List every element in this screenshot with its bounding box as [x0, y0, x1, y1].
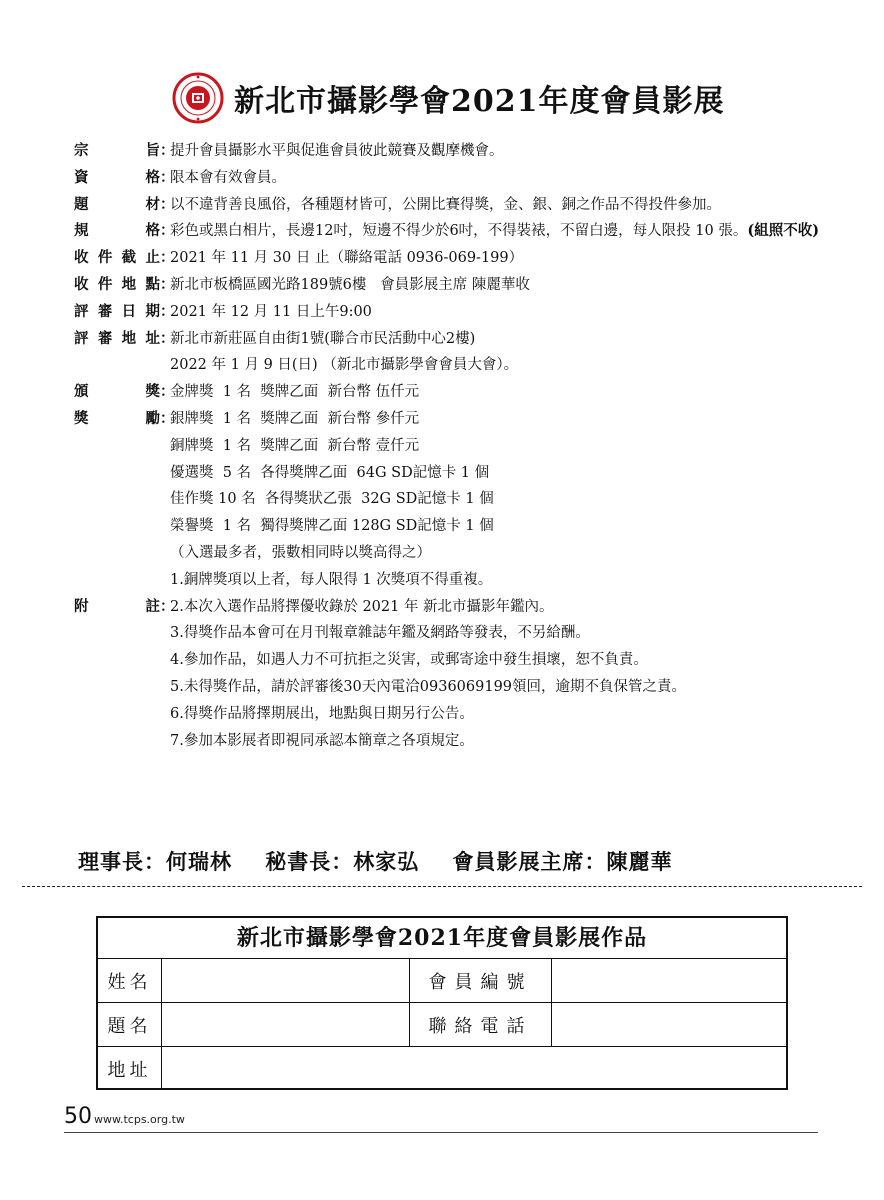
rule-colon: ：: [160, 222, 175, 240]
rule-value-text: 2.本次入選作品將擇優收錄於 2021 年 新北市攝影年鑑內。: [170, 598, 554, 615]
society-seal-logo-icon: [172, 72, 224, 124]
member-no-field[interactable]: [552, 959, 786, 1002]
entry-row-title: [98, 1003, 786, 1047]
rule-row: [74, 165, 834, 192]
rule-value-text: 優選獎 5 名 各得獎牌乙面 64G SD記憶卡 1 個: [170, 464, 490, 481]
rule-value-text: （入選最多者，張數相同時以獎高得之）: [170, 544, 431, 561]
address-field[interactable]: [162, 1047, 786, 1090]
page-title: 新北市攝影學會2021年度會員影展: [234, 84, 725, 119]
rule-colon: ：: [160, 249, 175, 267]
rule-label: [74, 594, 175, 621]
rule-colon: ：: [160, 168, 175, 186]
page-footer: [64, 1104, 185, 1129]
rule-value-text: 6.得獎作品將擇期展出，地點與日期另行公告。: [170, 705, 474, 722]
rule-value-text: 提升會員攝影水平與促進會員彼此競賽及觀摩機會。: [170, 143, 504, 159]
rule-row: [74, 701, 834, 728]
rule-row: [74, 513, 834, 540]
rule-row: [74, 460, 834, 487]
work-title-label: 題名: [98, 1003, 162, 1046]
rule-label: [74, 728, 170, 755]
rule-label-text: 收 件 地 點: [74, 275, 160, 293]
rule-colon: ：: [160, 302, 175, 320]
rule-row: [74, 138, 834, 165]
rule-row: [74, 379, 834, 406]
work-title-field[interactable]: [162, 1003, 410, 1046]
rule-value-text: 5.未得獎作品，請於評審後30天內電洽0936069199領回，逾期不負保管之責。: [170, 678, 687, 695]
rule-row: [74, 594, 834, 621]
rule-value: [170, 620, 834, 647]
rule-label: [74, 567, 170, 594]
rule-label: [74, 486, 170, 513]
rule-value-text: 新北市板橋區國光路189號6樓 會員影展主席 陳麗華收: [170, 276, 530, 293]
rule-value-text: 佳作獎 10 名 各得獎狀乙張 32G SD記憶卡 1 個: [170, 491, 494, 508]
rule-value-text: 銅牌獎 1 名 獎牌乙面 新台幣 壹仟元: [170, 437, 420, 454]
rule-label-text: 評 審 日 期: [74, 302, 160, 320]
entry-form: [96, 916, 788, 1090]
rule-row: [74, 326, 834, 353]
rule-value: [170, 138, 834, 165]
rule-value-text: 金牌獎 1 名 獎牌乙面 新台幣 伍仟元: [170, 384, 420, 401]
rule-label: [74, 433, 170, 460]
rules-list: [74, 138, 834, 754]
rule-row: [74, 299, 834, 326]
rule-colon: ：: [160, 383, 175, 401]
rule-colon: ：: [160, 275, 175, 293]
rule-row: [74, 218, 834, 245]
rule-value: [170, 379, 834, 406]
rule-value-text: 新北市新莊區自由街1號(聯合市民活動中心2樓): [170, 330, 476, 347]
rule-label: [74, 245, 175, 272]
rule-row: [74, 406, 834, 433]
rule-label-text: 附 註: [74, 597, 160, 615]
rule-label: [74, 406, 175, 433]
page-header: [172, 72, 725, 124]
contact-phone-label: 聯絡電話: [410, 1003, 552, 1046]
rule-value: [170, 701, 834, 728]
rule-label: [74, 674, 170, 701]
rule-value: [170, 165, 834, 192]
rule-value: [170, 192, 834, 219]
rule-label: [74, 460, 170, 487]
rule-label: [74, 218, 175, 245]
rule-label: [74, 138, 175, 165]
rule-label: [74, 513, 170, 540]
contact-phone-field[interactable]: [552, 1003, 786, 1046]
rule-label: [74, 379, 175, 406]
rule-value: [170, 513, 834, 540]
rule-label-text: 收 件 截 止: [74, 249, 160, 267]
rule-label: [74, 701, 170, 728]
rule-value-text: 榮譽獎 1 名 獨得獎牌乙面 128G SD記憶卡 1 個: [170, 518, 494, 535]
rule-value: [170, 540, 834, 567]
rule-label: [74, 352, 170, 379]
website-link[interactable]: www.tcps.org.tw: [94, 1113, 185, 1126]
rule-value-text: 3.得獎作品本會可在月刊報章雜誌年鑑及網路等發表，不另給酬。: [170, 625, 590, 642]
address-label: 地址: [98, 1047, 162, 1090]
rule-value: [170, 460, 834, 487]
rule-label: [74, 165, 175, 192]
rule-label: [74, 647, 170, 674]
rule-value: [170, 406, 834, 433]
rule-value-text: 2021 年 12 月 11 日上午9:00: [170, 303, 372, 320]
entry-row-name: [98, 959, 786, 1003]
rule-row: [74, 433, 834, 460]
rule-value-text: 以不違背善良風俗，各種題材皆可，公開比賽得獎，金、銀、銅之作品不得投件參加。: [170, 196, 721, 213]
name-label: 姓名: [98, 959, 162, 1002]
member-no-label: 會員編號: [410, 959, 552, 1002]
rule-row: [74, 674, 834, 701]
rule-row: [74, 272, 834, 299]
rule-label-text: 宗 旨: [74, 142, 160, 159]
rule-value-text: 4.參加作品，如遇人力不可抗拒之災害，或郵寄途中發生損壞，恕不負責。: [170, 652, 648, 669]
rule-value-text: 限本會有效會員。: [170, 169, 286, 186]
rule-label: [74, 540, 170, 567]
footer-rule: [64, 1132, 818, 1133]
rule-colon: ：: [160, 597, 175, 615]
rule-value: [170, 245, 834, 272]
rule-colon: ：: [160, 195, 175, 213]
rule-value: [170, 567, 834, 594]
rule-row: [74, 647, 834, 674]
rule-value-text: 2022 年 1 月 9 日(日) （新北市攝影學會會員大會）。: [170, 357, 519, 374]
rule-label-text: 評 審 地 址: [74, 329, 160, 347]
rule-row: [74, 352, 834, 379]
rule-value: [170, 218, 834, 245]
rule-colon: ：: [160, 142, 175, 159]
rule-value: [170, 299, 834, 326]
rule-value: [170, 594, 834, 621]
rule-value: [170, 674, 834, 701]
rule-label-text: 資 格: [74, 168, 160, 186]
rule-row: [74, 728, 834, 755]
rule-value: [170, 433, 834, 460]
rule-value: [170, 272, 834, 299]
rule-value-text: 1.銅牌獎項以上者，每人限得 1 次獎項不得重複。: [170, 571, 493, 588]
rule-value-text: 彩色或黑白相片，長邊12吋，短邊不得少於6吋，不得裝裱，不留白邊，每人限投 10 張。: [170, 223, 748, 240]
rule-colon: ：: [160, 329, 175, 347]
rule-label: [74, 192, 175, 219]
page-number: 50: [64, 1104, 92, 1129]
rule-value-bold: (組照不收): [747, 222, 820, 240]
rule-value: [170, 326, 834, 353]
rule-value: [170, 728, 834, 755]
rule-value: [170, 486, 834, 513]
rule-label: [74, 299, 175, 326]
rule-value-text: 2021 年 11 月 30 日 止（聯絡電話 0936-069-199）: [170, 250, 524, 267]
rule-label-text: 題 材: [74, 195, 160, 213]
entry-form-title: 新北市攝影學會2021年度會員影展作品: [98, 918, 786, 959]
rule-label: [74, 272, 175, 299]
rule-value: [170, 352, 834, 379]
entry-row-address: [98, 1047, 786, 1090]
rule-label-text: 頒 獎: [74, 383, 160, 401]
cut-line: [22, 886, 862, 887]
rule-row: [74, 192, 834, 219]
rule-label-text: 獎 勵: [74, 409, 160, 427]
rule-value-text: 7.參加本影展者即視同承認本簡章之各項規定。: [170, 732, 474, 749]
rule-colon: ：: [160, 409, 175, 427]
rule-row: [74, 245, 834, 272]
rule-value-text: 銀牌獎 1 名 獎牌乙面 新台幣 參仟元: [170, 410, 420, 427]
rule-row: [74, 567, 834, 594]
rule-row: [74, 540, 834, 567]
rule-label-text: 規 格: [74, 222, 160, 240]
rule-value: [170, 647, 834, 674]
name-field[interactable]: [162, 959, 410, 1002]
rule-label: [74, 326, 175, 353]
rule-row: [74, 486, 834, 513]
rule-label: [74, 620, 170, 647]
rule-row: [74, 620, 834, 647]
officers-line: 理事長：何瑞林 秘書長：林家弘 會員影展主席：陳麗華: [78, 849, 673, 874]
